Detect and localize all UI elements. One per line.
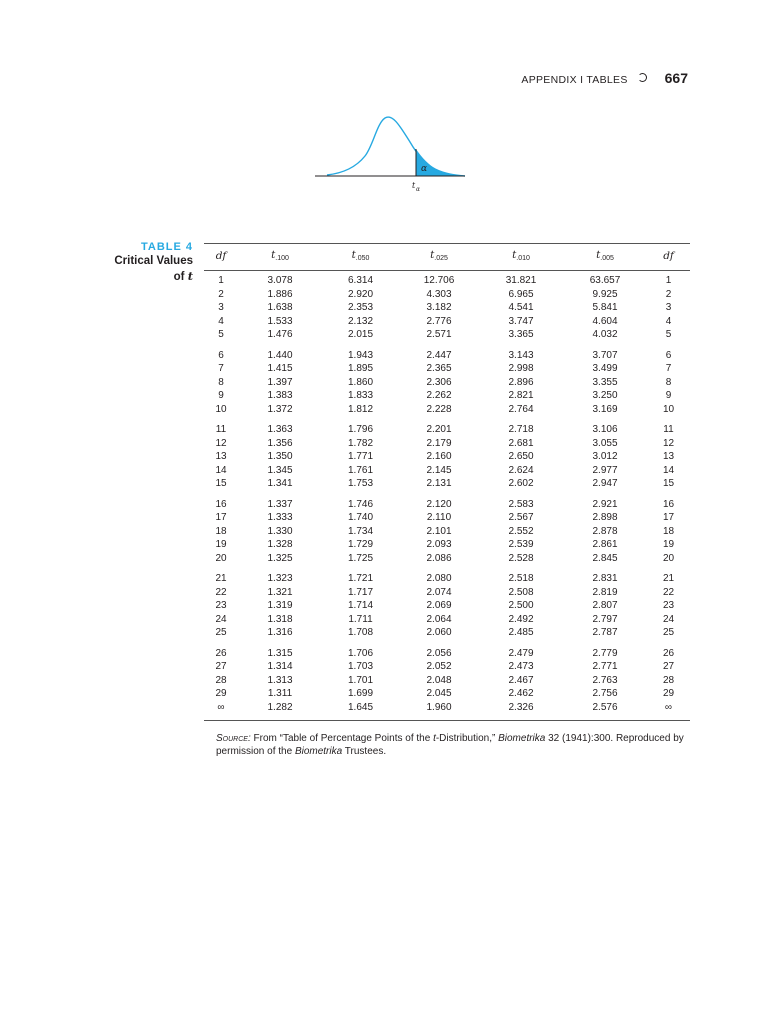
value-cell: 1.313 (267, 674, 293, 686)
value-cell: 1.314 (267, 661, 293, 672)
value-cell: 2.508 (508, 586, 534, 598)
table-title (60, 254, 193, 285)
value-cell: 12.706 (423, 275, 455, 286)
df-cell: 5 (218, 329, 224, 340)
value-cell: 2.086 (426, 552, 452, 564)
df-cell: 13 (215, 451, 227, 462)
table-row (204, 674, 690, 688)
value-cell: 2.920 (347, 288, 374, 300)
table-label: TABLE 4 (140, 241, 193, 253)
df-cell: 6 (665, 349, 672, 361)
t-distribution-figure (305, 108, 470, 198)
df-cell: 6 (218, 349, 224, 361)
df-cell: 15 (662, 478, 675, 489)
df-cell: 9 (665, 390, 672, 401)
df-cell: 1 (665, 275, 672, 286)
df-cell: 18 (215, 525, 227, 537)
value-cell: 3.143 (508, 349, 534, 361)
df-cell: 5 (665, 329, 672, 340)
table-row (204, 586, 690, 600)
table-row (204, 389, 690, 403)
value-cell: 1.383 (267, 390, 293, 401)
df-cell: ∞ (664, 701, 673, 713)
value-cell: 2.473 (508, 661, 534, 672)
value-cell: 2.353 (347, 302, 374, 313)
running-head (521, 70, 688, 86)
value-cell: 2.576 (592, 701, 618, 713)
row-group (204, 647, 690, 715)
value-cell: 63.657 (589, 275, 621, 286)
source-text-3: 32 (1941):300. Reproduced by permission of the (216, 733, 684, 757)
t-alpha-label: t (412, 181, 416, 190)
value-cell: 1.476 (267, 329, 293, 340)
table-row (204, 687, 690, 701)
value-cell: 2.228 (426, 403, 452, 415)
df-cell: 25 (215, 627, 227, 638)
column-header (238, 249, 322, 266)
df-cell: 29 (215, 688, 227, 699)
value-cell: 1.701 (347, 674, 374, 686)
value-cell: 2.756 (592, 688, 618, 699)
value-cell: 1.363 (267, 424, 293, 435)
column-header-var: t (351, 248, 356, 261)
source-text-4: Trustees. (342, 746, 387, 757)
table-row (204, 538, 690, 552)
column-header (204, 250, 238, 264)
value-cell: 2.093 (426, 539, 452, 550)
value-cell: 2.681 (508, 437, 534, 449)
table-row (204, 423, 690, 437)
df-cell: 19 (215, 539, 227, 550)
df-cell: 17 (215, 512, 227, 523)
table-row (204, 498, 690, 512)
df-cell: 16 (215, 498, 227, 510)
value-cell: 1.311 (267, 688, 293, 699)
value-cell: 1.717 (347, 586, 374, 598)
value-cell: 2.069 (426, 600, 452, 611)
value-cell: 2.145 (426, 464, 452, 476)
value-cell: 3.012 (592, 451, 618, 462)
value-cell: 1.321 (267, 586, 293, 598)
value-cell: 2.583 (508, 498, 534, 510)
value-cell: 4.541 (508, 302, 534, 313)
value-cell: 1.740 (347, 512, 374, 523)
df-cell: 20 (215, 552, 227, 564)
value-cell: 1.315 (267, 647, 293, 659)
value-cell: 2.462 (508, 688, 534, 699)
df-cell: 3 (218, 302, 224, 313)
value-cell: 2.101 (426, 525, 452, 537)
page-number: 667 (664, 70, 688, 86)
value-cell: 1.397 (267, 376, 293, 388)
value-cell: 1.708 (347, 627, 374, 638)
value-cell: 3.055 (592, 437, 618, 449)
table-row (204, 599, 690, 613)
column-header-sub: .050 (355, 254, 370, 262)
df-cell: 25 (662, 627, 675, 638)
df-cell: 16 (662, 498, 675, 510)
value-cell: 1.415 (267, 363, 293, 374)
value-cell: 2.179 (426, 437, 452, 449)
df-cell: 10 (662, 403, 675, 415)
source-text-1: From “Table of Percentage Points of the (250, 733, 434, 744)
df-cell: 27 (662, 661, 675, 672)
table-row (204, 647, 690, 661)
df-cell: 24 (215, 613, 227, 625)
df-cell: 4 (665, 315, 672, 327)
value-cell: 2.518 (508, 573, 534, 584)
value-cell: 2.718 (508, 424, 534, 435)
value-cell: 2.479 (508, 647, 534, 659)
column-header-var: df (663, 250, 674, 263)
df-cell: 3 (665, 302, 672, 313)
value-cell: 3.078 (267, 275, 293, 286)
value-cell: 2.797 (592, 613, 618, 625)
value-cell: 1.330 (267, 525, 293, 537)
column-header-sub: .010 (516, 254, 530, 262)
value-cell: 2.821 (508, 390, 534, 401)
value-cell: 1.638 (267, 302, 293, 313)
value-cell: 2.921 (592, 498, 618, 510)
value-cell: 1.734 (347, 525, 374, 537)
value-cell: 1.771 (347, 451, 374, 462)
value-cell: 3.169 (592, 403, 618, 415)
df-cell: 21 (662, 573, 675, 584)
df-cell: 14 (215, 464, 227, 476)
value-cell: 2.624 (508, 464, 534, 476)
value-cell: 2.771 (592, 661, 618, 672)
df-cell: 11 (663, 424, 674, 435)
df-cell: 24 (662, 613, 675, 625)
value-cell: 2.947 (592, 478, 618, 489)
value-cell: 2.819 (592, 586, 618, 598)
value-cell: 6.965 (508, 288, 534, 300)
table-row (204, 511, 690, 525)
row-group (204, 349, 690, 417)
df-cell: 21 (215, 573, 227, 584)
column-header (563, 249, 647, 266)
value-cell: 2.776 (426, 315, 452, 327)
value-cell: 1.319 (267, 600, 293, 611)
value-cell: 2.787 (592, 627, 618, 638)
df-cell: ∞ (217, 701, 225, 713)
value-cell: 1.372 (267, 403, 293, 415)
value-cell: 2.467 (508, 674, 534, 686)
value-cell: 2.120 (426, 498, 452, 510)
value-cell: 2.552 (508, 525, 534, 537)
df-cell: 28 (215, 674, 227, 686)
value-cell: 2.567 (508, 512, 534, 523)
table-row (204, 349, 690, 363)
value-cell: 2.045 (426, 688, 452, 699)
table-title-line-2 (60, 269, 193, 285)
value-cell: 4.604 (592, 315, 618, 327)
value-cell: 1.860 (347, 376, 374, 388)
value-cell: 2.845 (592, 552, 618, 564)
table-body (204, 271, 690, 720)
value-cell: 1.711 (348, 613, 373, 625)
value-cell: 2.074 (426, 586, 452, 598)
value-cell: 2.110 (426, 512, 452, 523)
value-cell: 1.729 (347, 539, 374, 550)
table-row (204, 362, 690, 376)
table-title-var: t (187, 269, 193, 283)
df-cell: 7 (665, 363, 672, 374)
value-cell: 1.721 (347, 573, 374, 584)
value-cell: 2.485 (508, 627, 534, 638)
df-cell: 15 (215, 478, 227, 489)
table-row (204, 525, 690, 539)
value-cell: 1.350 (267, 451, 293, 462)
table-row (204, 403, 690, 417)
table-row (204, 301, 690, 315)
value-cell: 5.841 (592, 302, 618, 313)
table-row (204, 626, 690, 640)
df-cell: 22 (215, 586, 227, 598)
value-cell: 2.528 (508, 552, 534, 564)
value-cell: 2.650 (508, 451, 534, 462)
df-cell: 8 (665, 376, 672, 388)
table-row (204, 572, 690, 586)
value-cell: 2.365 (426, 363, 452, 374)
value-cell: 1.333 (267, 512, 293, 523)
value-cell: 2.539 (508, 539, 534, 550)
value-cell: 1.440 (267, 349, 293, 361)
df-cell: 28 (662, 674, 675, 686)
value-cell: 2.064 (426, 613, 452, 625)
column-header-var: t (430, 248, 435, 261)
value-cell: 2.998 (508, 363, 534, 374)
t-alpha-subscript: α (416, 186, 421, 193)
df-cell: 18 (662, 525, 675, 537)
half-circle-icon (638, 73, 647, 82)
value-cell: 2.763 (592, 674, 618, 686)
row-group (204, 274, 690, 342)
df-cell: 2 (665, 288, 672, 300)
value-cell: 1.345 (267, 464, 293, 476)
value-cell: 2.048 (426, 674, 452, 686)
df-cell: 14 (662, 464, 675, 476)
column-header-var: df (215, 250, 227, 263)
value-cell: 1.356 (267, 437, 293, 449)
table-row (204, 660, 690, 674)
table-row (204, 376, 690, 390)
table-row (204, 701, 690, 715)
df-cell: 12 (215, 437, 227, 449)
value-cell: 3.355 (592, 376, 618, 388)
column-header-sub: .005 (600, 254, 614, 262)
value-cell: 2.492 (508, 613, 534, 625)
value-cell: 2.571 (426, 329, 452, 340)
value-cell: 2.602 (508, 478, 534, 489)
value-cell: 1.812 (347, 403, 374, 415)
df-cell: 8 (218, 376, 224, 388)
table-row (204, 437, 690, 451)
value-cell: 2.831 (592, 573, 618, 584)
value-cell: 31.821 (505, 275, 537, 286)
value-cell: 2.056 (426, 647, 452, 659)
column-header-var: t (596, 248, 601, 261)
value-cell: 1.328 (267, 539, 293, 550)
value-cell: 2.131 (426, 478, 452, 489)
column-header-var: t (271, 248, 276, 261)
value-cell: 1.318 (267, 613, 293, 625)
value-cell: 2.896 (508, 376, 534, 388)
value-cell: 1.943 (347, 349, 374, 361)
df-cell: 27 (215, 661, 227, 672)
value-cell: 3.707 (592, 349, 618, 361)
value-cell: 2.132 (347, 315, 374, 327)
value-cell: 3.250 (592, 390, 618, 401)
value-cell: 2.306 (426, 376, 452, 388)
column-header (399, 249, 479, 266)
value-cell: 2.201 (426, 424, 452, 435)
value-cell: 1.725 (347, 552, 374, 564)
value-cell: 2.326 (508, 701, 534, 713)
table-row (204, 315, 690, 329)
value-cell: 1.706 (347, 647, 374, 659)
table-caption (60, 241, 193, 285)
value-cell: 3.182 (426, 302, 452, 313)
value-cell: 2.861 (592, 539, 618, 550)
value-cell: 2.052 (426, 661, 452, 672)
value-cell: 2.500 (508, 600, 534, 611)
value-cell: 2.779 (592, 647, 618, 659)
df-cell: 10 (215, 403, 227, 415)
value-cell: 1.714 (347, 600, 374, 611)
value-cell: 1.960 (426, 701, 452, 713)
value-cell: 1.753 (347, 478, 374, 489)
source-t-italic: t (433, 733, 436, 744)
column-header (647, 250, 690, 264)
alpha-label: α (421, 164, 428, 174)
value-cell: 1.323 (267, 573, 293, 584)
row-group (204, 572, 690, 640)
value-cell: 2.262 (426, 390, 452, 401)
table-row (204, 274, 690, 288)
table-row (204, 613, 690, 627)
density-curve (327, 117, 465, 176)
value-cell: 2.080 (426, 573, 452, 584)
value-cell: 2.977 (592, 464, 618, 476)
value-cell: 1.746 (347, 498, 374, 510)
df-cell: 26 (662, 647, 675, 659)
value-cell: 3.747 (508, 315, 534, 327)
value-cell: 3.106 (592, 424, 618, 435)
column-header (322, 249, 399, 266)
table-title-of: of (173, 271, 185, 283)
df-cell: 22 (662, 586, 675, 598)
df-cell: 2 (218, 288, 224, 300)
table-row (204, 464, 690, 478)
value-cell: 3.365 (508, 329, 534, 340)
column-header-sub: .100 (275, 254, 289, 262)
value-cell: 1.316 (267, 627, 293, 638)
value-cell: 2.764 (508, 403, 534, 415)
value-cell: 1.699 (347, 688, 374, 699)
column-header-sub: .025 (434, 254, 448, 262)
df-cell: 7 (218, 363, 224, 374)
table-title-line-1: Critical Values (114, 255, 193, 267)
df-cell: 19 (662, 539, 675, 550)
row-group (204, 423, 690, 491)
table-row (204, 328, 690, 342)
value-cell: 2.060 (426, 627, 452, 638)
value-cell: 1.886 (267, 288, 293, 300)
value-cell: 9.925 (592, 288, 618, 300)
value-cell: 1.645 (347, 701, 374, 713)
value-cell: 1.796 (347, 424, 374, 435)
df-cell: 11 (215, 424, 227, 435)
section-label: APPENDIX I TABLES (521, 74, 628, 86)
df-cell: 29 (662, 688, 675, 699)
value-cell: 4.303 (426, 288, 452, 300)
value-cell: 4.032 (592, 329, 618, 340)
value-cell: 2.447 (426, 349, 452, 361)
value-cell: 1.282 (267, 701, 293, 713)
df-cell: 4 (218, 315, 224, 327)
value-cell: 1.325 (267, 552, 293, 564)
value-cell: 1.337 (267, 498, 293, 510)
value-cell: 1.782 (347, 437, 374, 449)
table-row (204, 552, 690, 566)
source-label: Source: (216, 733, 251, 744)
table-row (204, 477, 690, 491)
value-cell: 2.898 (592, 512, 618, 523)
row-group (204, 498, 690, 566)
value-cell: 2.015 (347, 329, 374, 340)
source-note (216, 732, 690, 758)
value-cell: 1.833 (347, 390, 374, 401)
column-header (479, 249, 563, 266)
df-cell: 23 (215, 600, 227, 611)
df-cell: 9 (218, 390, 224, 401)
critical-values-table (204, 243, 690, 721)
df-cell: 13 (662, 451, 675, 462)
df-cell: 17 (662, 512, 675, 523)
source-journal: Biometrika (498, 733, 546, 744)
table-row (204, 288, 690, 302)
t-distribution-curve (305, 108, 470, 198)
source-journal-2: Biometrika (294, 746, 343, 757)
value-cell: 2.807 (592, 600, 618, 611)
source-text-2: -Distribution,” (435, 733, 499, 744)
value-cell: 1.761 (347, 464, 374, 476)
table-header-row (204, 244, 690, 271)
value-cell: 2.878 (592, 525, 618, 537)
column-header-var: t (512, 248, 517, 261)
table-row (204, 450, 690, 464)
df-cell: 26 (215, 647, 227, 659)
value-cell: 1.895 (347, 363, 374, 374)
value-cell: 6.314 (347, 275, 374, 286)
df-cell: 20 (662, 552, 675, 564)
df-cell: 1 (218, 275, 224, 286)
value-cell: 1.341 (267, 478, 293, 489)
value-cell: 1.703 (347, 661, 374, 672)
df-cell: 23 (662, 600, 675, 611)
value-cell: 2.160 (426, 451, 452, 462)
value-cell: 3.499 (592, 363, 618, 374)
value-cell: 1.533 (267, 315, 293, 327)
df-cell: 12 (662, 437, 675, 449)
